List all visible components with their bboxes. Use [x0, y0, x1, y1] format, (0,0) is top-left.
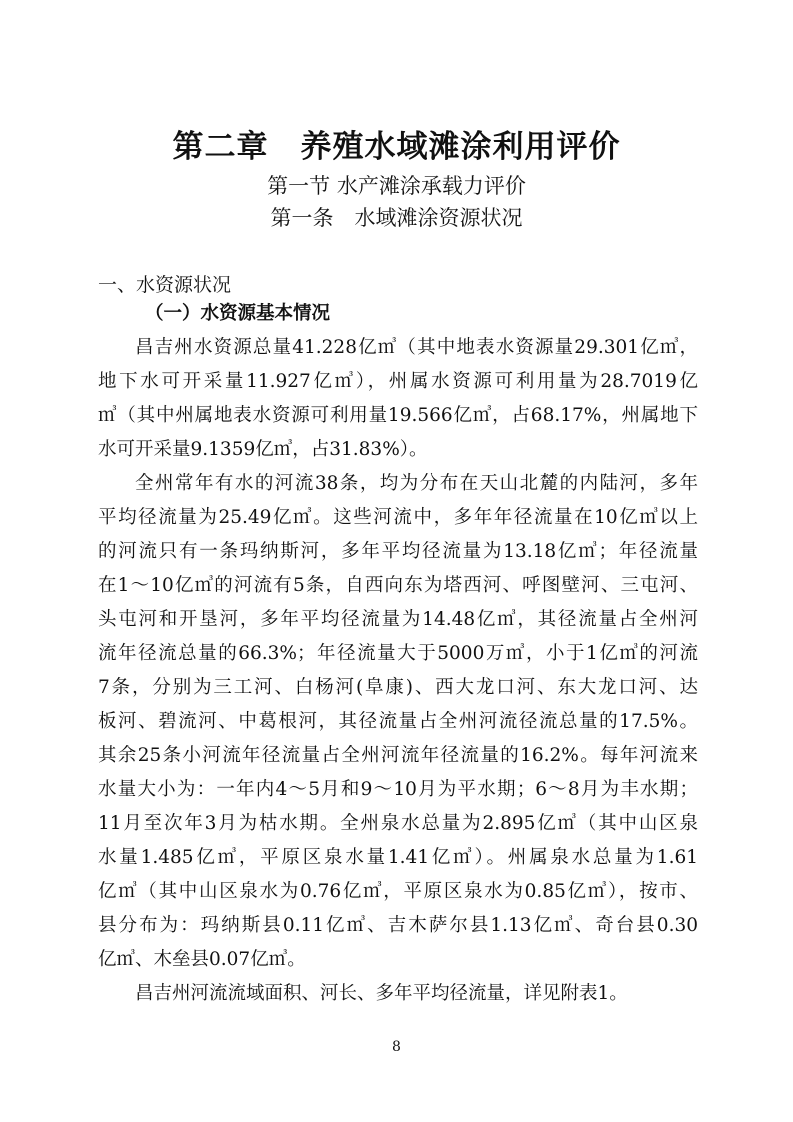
body-line: 昌吉州河流流域面积、河长、多年平均径流量，详见附表1。	[135, 983, 628, 1004]
body-line: 水量大小为：一年内4～5月和9～10月为平水期；6～8月为丰水期；	[98, 779, 698, 800]
body-line: 板河、碧流河、中葛根河，其径流量占全州河流径流总量的17.5%。	[98, 711, 698, 732]
body-line: 7条，分别为三工河、白杨河(阜康)、西大龙口河、东大龙口河、达	[98, 677, 698, 698]
body-line: 地下水可开采量11.927亿㎥），州属水资源可利用量为28.7019亿	[98, 371, 698, 392]
body-line: 的河流只有一条玛纳斯河，多年平均径流量为13.18亿㎥；年径流量	[98, 541, 698, 562]
body-line: ㎥（其中州属地表水资源可利用量19.566亿㎥，占68.17%，州属地下	[98, 405, 698, 426]
chapter-title: 第二章 养殖水域滩涂利用评价	[172, 129, 621, 165]
heading-water-resources: 一、水资源状况	[98, 274, 232, 296]
body-line: 其余25条小河流年径流量占全州河流年径流量的16.2%。每年河流来	[98, 745, 698, 766]
body-line: 亿㎥（其中山区泉水为0.76亿㎥，平原区泉水为0.85亿㎥），按市、	[98, 881, 698, 902]
body-line: 水量1.485亿㎥，平原区泉水量1.41亿㎥）。州属泉水总量为1.61	[98, 847, 698, 868]
section-title: 第一节 水产滩涂承载力评价	[267, 174, 526, 198]
page-number: 8	[392, 1039, 401, 1055]
body-line: 头屯河和开垦河，多年平均径流量为14.48亿㎥，其径流量占全州河	[98, 609, 698, 630]
body-line: 昌吉州水资源总量41.228亿㎥（其中地表水资源量29.301亿㎥，	[135, 337, 698, 358]
body-line: 亿㎥、木垒县0.07亿㎥。	[98, 949, 306, 970]
body-line: 全州常年有水的河流38条，均为分布在天山北麓的内陆河，多年	[135, 473, 698, 494]
body-line: 11月至次年3月为枯水期。全州泉水总量为2.895亿㎥（其中山区泉	[98, 813, 698, 834]
body-line: 县分布为：玛纳斯县0.11亿㎥、吉木萨尔县1.13亿㎥、奇台县0.30	[98, 915, 698, 936]
body-line: 流年径流总量的66.3%；年径流量大于5000万㎥，小于1亿㎥的河流	[98, 643, 698, 664]
body-line: 在1～10亿㎥的河流有5条，自西向东为塔西河、呼图壁河、三屯河、	[98, 575, 698, 596]
subheading-basic-info: （一）水资源基本情况	[145, 303, 331, 324]
article-title: 第一条 水域滩涂资源状况	[270, 206, 523, 230]
body-line: 平均径流量为25.49亿㎥。这些河流中，多年年径流量在10亿㎥以上	[98, 507, 698, 528]
body-line: 水可开采量9.1359亿㎥，占31.83%）。	[98, 439, 428, 460]
